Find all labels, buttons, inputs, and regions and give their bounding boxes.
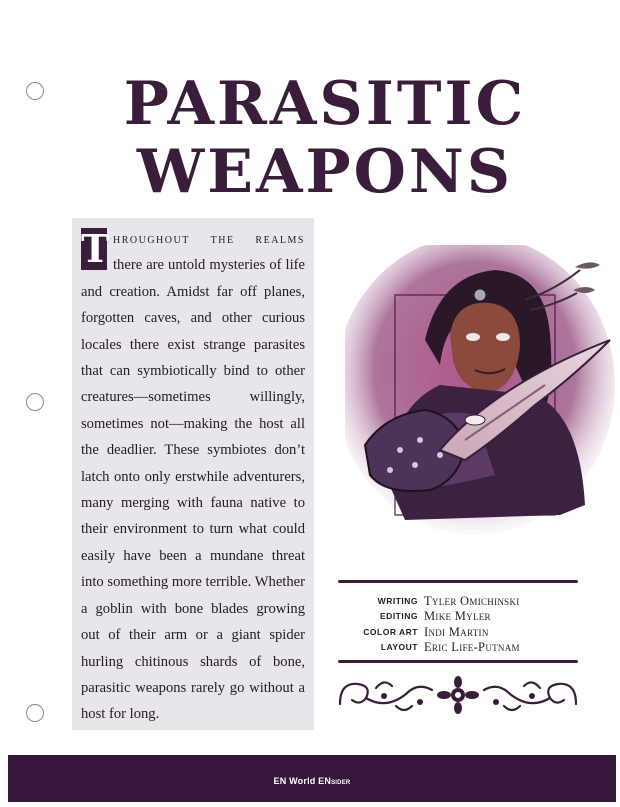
title-line-1: PARASITIC <box>123 69 527 139</box>
credits-bottom-rule <box>338 660 578 663</box>
intro-lead: hroughout the realms <box>113 231 305 247</box>
credit-role: COLOR ART <box>363 626 418 637</box>
credit-name: Indi Martin <box>424 624 489 639</box>
page-title <box>80 70 570 206</box>
credit-name: Eric Life-Putnam <box>424 640 520 655</box>
credit-name: Tyler Omichinski <box>424 594 520 608</box>
credit-row <box>338 594 578 609</box>
credits-top-rule <box>338 580 578 583</box>
credit-row <box>338 625 578 640</box>
intro-sidebar <box>72 218 314 730</box>
binder-hole-middle <box>26 393 44 411</box>
credits-block <box>338 594 578 656</box>
credit-row <box>338 640 578 655</box>
credit-role: WRITING <box>377 596 418 606</box>
credit-role: LAYOUT <box>380 642 418 653</box>
intro-text <box>81 226 305 728</box>
footer-brand-suffix: sider <box>331 776 351 786</box>
binder-hole-bottom <box>26 704 44 722</box>
credit-role: EDITING <box>380 611 418 622</box>
credit-row <box>338 609 578 624</box>
intro-body: there are untold mysteries of life and creation. Amidst far off planes, forgotten caves, and other curious locales there exist strange parasites that can symbiotically bind to other creatures—sometimes willingly, sometimes not—making the host all the deadlier. These symbiotes don’t latch onto only erstwhile adventurers, many merging with fauna native to their environment to turn what could easily have been a mundane threat into something more terrible. Whether a goblin with bone blades growing out of their arm or a giant spider hurling chitinous shards of bone, parasitic weapons rarely go without a host for long. <box>81 257 305 723</box>
drop-cap: T <box>81 226 110 271</box>
character-illustration <box>345 245 615 555</box>
binder-hole-top <box>26 82 44 100</box>
title-line-2: WEAPONS <box>136 137 514 207</box>
credit-name: Mike Myler <box>424 609 491 624</box>
footer-brand: EN World EN <box>273 776 332 786</box>
floral-ornament-icon <box>336 674 580 716</box>
page-footer <box>8 755 616 802</box>
